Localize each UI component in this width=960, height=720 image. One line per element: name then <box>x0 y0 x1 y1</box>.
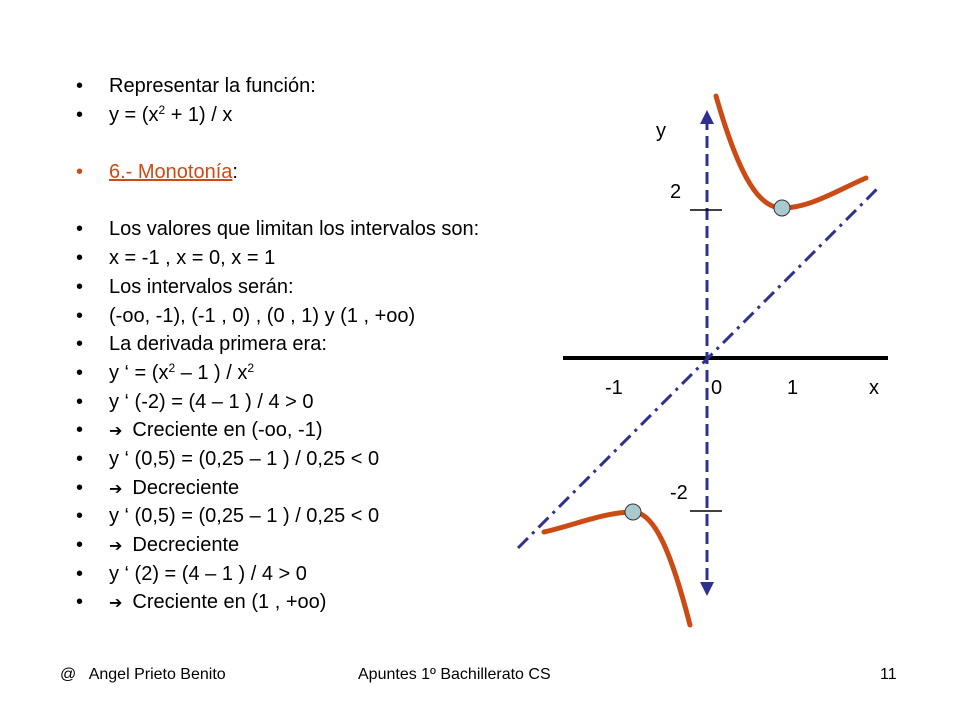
bullet-eval-3: • y ‘ (0,5) = (0,25 – 1 ) / 0,25 < 0 <box>76 505 380 528</box>
bullet-eval-2: • y ‘ (0,5) = (0,25 – 1 ) / 0,25 < 0 <box>76 447 380 470</box>
bullet-intro: • Representar la función: <box>76 75 316 97</box>
tick-x-pos-label: 1 <box>787 377 799 399</box>
tick-x-neg-label: -1 <box>605 377 623 399</box>
curve-right-branch <box>716 96 866 208</box>
asymptote-line <box>518 188 878 548</box>
tick-y-pos-label: 2 <box>670 181 682 203</box>
curve-left-branch <box>544 512 690 625</box>
arrow-right-icon: ➔ <box>109 538 123 555</box>
y-axis-label: y <box>656 120 666 142</box>
footer-course: Apuntes 1º Bachillerato CS <box>358 666 551 683</box>
bullet-result-4: • ➔ Creciente en (1 , +oo) <box>76 591 327 614</box>
bullet-intervals-label: • Los intervalos serán: <box>76 275 294 298</box>
bullet-eval-4: • y ‘ (2) = (4 – 1 ) / 4 > 0 <box>76 562 307 585</box>
bullet-result-1: • ➔ Creciente en (-oo, -1) <box>76 419 323 442</box>
y-axis-arrow-down <box>700 582 714 596</box>
bullet-function: • $y = (x^2 + 1) / x$ <box>76 102 233 126</box>
maximum-point <box>625 504 641 520</box>
bullet-result-3: • ➔ Decreciente <box>76 534 240 556</box>
y-axis-arrow-up <box>700 110 714 124</box>
arrow-right-icon: ➔ <box>109 595 123 613</box>
bullet-limits: • Los valores que limitan los intervalos son: <box>76 218 480 241</box>
bullet-intervals: • (-oo, -1), (-1 , 0) , (0 , 1) y (1 , +oo) <box>76 304 416 327</box>
bullet-eval-1: • y ‘ (-2) = (4 – 1 ) / 4 > 0 <box>76 390 314 413</box>
footer-page-number: 11 <box>880 666 897 683</box>
tick-y-neg-label: -2 <box>670 482 688 504</box>
bullet-result-2: • ➔ Decreciente <box>76 476 240 499</box>
arrow-right-icon: ➔ <box>109 423 123 441</box>
footer-author: @ Angel Prieto Benito <box>60 666 226 683</box>
section-title: 6.- Monotonía <box>109 161 233 184</box>
bullet-derivative: • y ‘ = ($x^2 - 1$ ) / $x^2$ <box>76 360 255 384</box>
bullet-points: • x = -1 , x = 0, x = 1 <box>76 247 276 270</box>
arrow-right-icon: ➔ <box>109 480 123 498</box>
x-axis-label: x <box>869 377 879 399</box>
tick-x-zero-label: 0 <box>711 377 723 399</box>
bullet-section-title: • 6.- Monotonía: <box>76 161 238 184</box>
bullet-derivative-label: • La derivada primera era: <box>76 333 327 356</box>
minimum-point <box>774 200 790 216</box>
